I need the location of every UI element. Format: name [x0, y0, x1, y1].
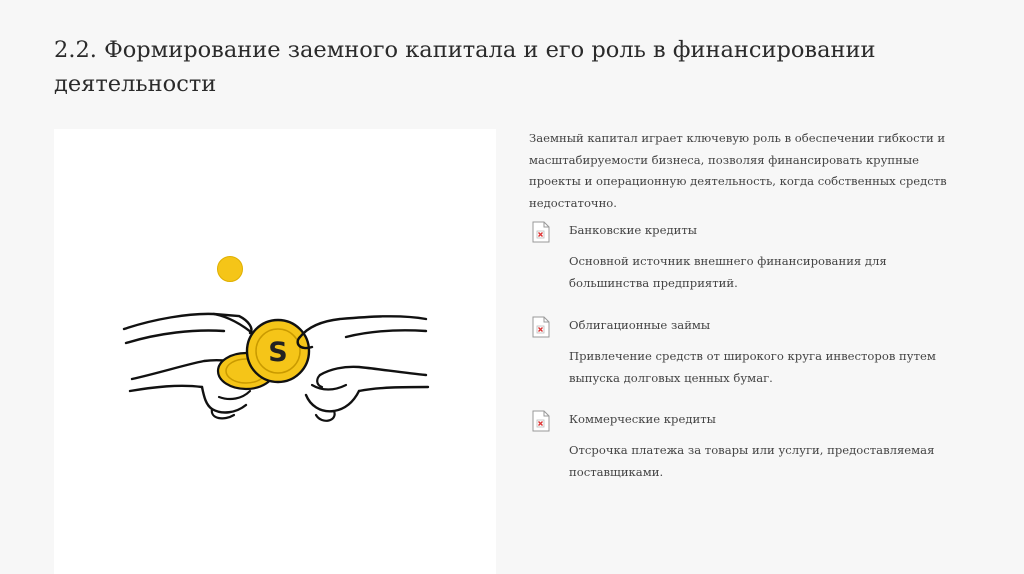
- list-item-title: Коммерческие кредиты: [569, 412, 716, 426]
- falling-coin-icon: [218, 257, 243, 282]
- coin-symbol: S: [268, 337, 288, 368]
- hands-coins-illustration: [54, 129, 496, 574]
- intro-paragraph: Заемный капитал играет ключевую роль в обеспечении гибкости и масштабируемости бизнеса, позволяя финансировать крупные проекты и операционную деятельность, когда собственных средств недостаточно.: [529, 131, 947, 210]
- list-item-description: Отсрочка платежа за товары или услуги, предоставляемая поставщиками.: [569, 443, 935, 479]
- broken-image-icon: [531, 410, 551, 432]
- list-item-title: Банковские кредиты: [569, 223, 697, 237]
- broken-image-icon: [531, 221, 551, 243]
- list-item-description: Основной источник внешнего финансирования для большинства предприятий.: [569, 254, 887, 290]
- hands-exchanging-coins-image: [54, 129, 496, 574]
- list-item-description: Привлечение средств от широкого круга инвесторов путем выпуска долговых ценных бумаг.: [569, 349, 936, 385]
- list-item-title: Облигационные займы: [569, 318, 711, 332]
- broken-image-icon: [531, 316, 551, 338]
- slide-title: 2.2. Формирование заемного капитала и его роль в финансировании деятельности: [54, 37, 876, 97]
